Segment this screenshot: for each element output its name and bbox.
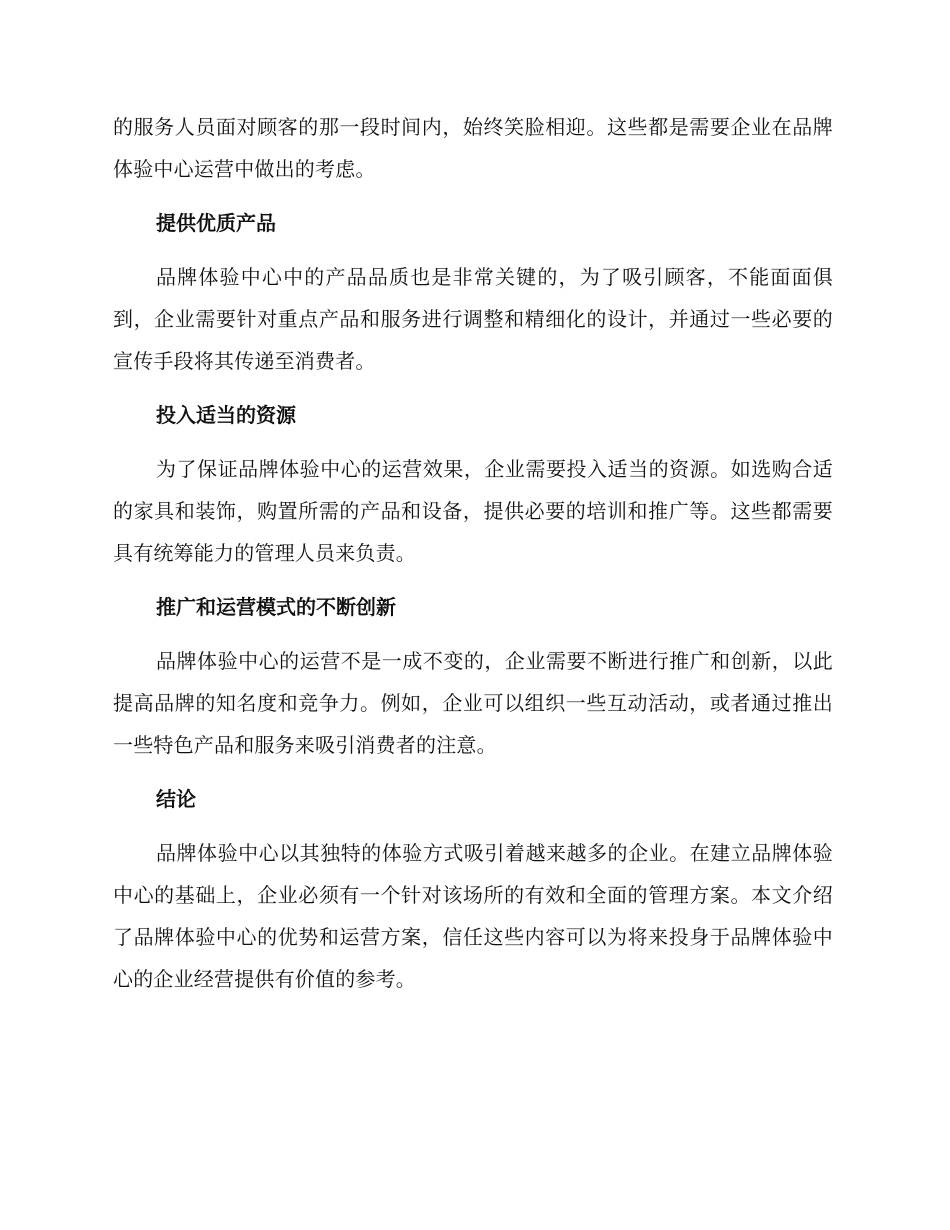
- body-paragraph-innovation: 品牌体验中心的运营不是一成不变的，企业需要不断进行推广和创新，以此提高品牌的知名度和竞争力。例如，企业可以组织一些互动活动，或者通过推出一些特色产品和服务来吸引消费者的注意。: [113, 649, 833, 757]
- spacer: [113, 190, 833, 202]
- spacer: [113, 574, 833, 586]
- body-paragraph-quality-products: 品牌体验中心中的产品品质也是非常关键的，为了吸引顾客，不能面面俱到，企业需要针对重点产品和服务进行调整和精细化的设计，并通过一些必要的宣传手段将其传递至消费者。: [113, 265, 833, 373]
- spacer: [113, 820, 833, 832]
- section-heading-quality-products: 提供优质产品: [156, 211, 276, 235]
- spacer: [113, 382, 833, 394]
- spacer: [113, 244, 833, 256]
- section-heading-innovation: 推广和运营模式的不断创新: [156, 595, 396, 619]
- spacer: [113, 436, 833, 448]
- body-paragraph-continuation: 的服务人员面对顾客的那一段时间内，始终笑脸相迎。这些都是需要企业在品牌体验中心运营中做出的考虑。: [113, 115, 833, 181]
- section-heading-conclusion: 结论: [156, 787, 196, 811]
- body-paragraph-conclusion: 品牌体验中心以其独特的体验方式吸引着越来越多的企业。在建立品牌体验中心的基础上，企业必须有一个针对该场所的有效和全面的管理方案。本文介绍了品牌体验中心的优势和运营方案，信任这些内容可以为将来投身于品牌体验中心的企业经营提供有价值的参考。: [113, 841, 833, 991]
- document-body: [113, 106, 833, 1000]
- spacer: [113, 766, 833, 778]
- spacer: [113, 628, 833, 640]
- body-paragraph-resources: 为了保证品牌体验中心的运营效果，企业需要投入适当的资源。如选购合适的家具和装饰，购置所需的产品和设备，提供必要的培训和推广等。这些都需要具有统筹能力的管理人员来负责。: [113, 457, 833, 565]
- section-heading-resources: 投入适当的资源: [156, 403, 296, 427]
